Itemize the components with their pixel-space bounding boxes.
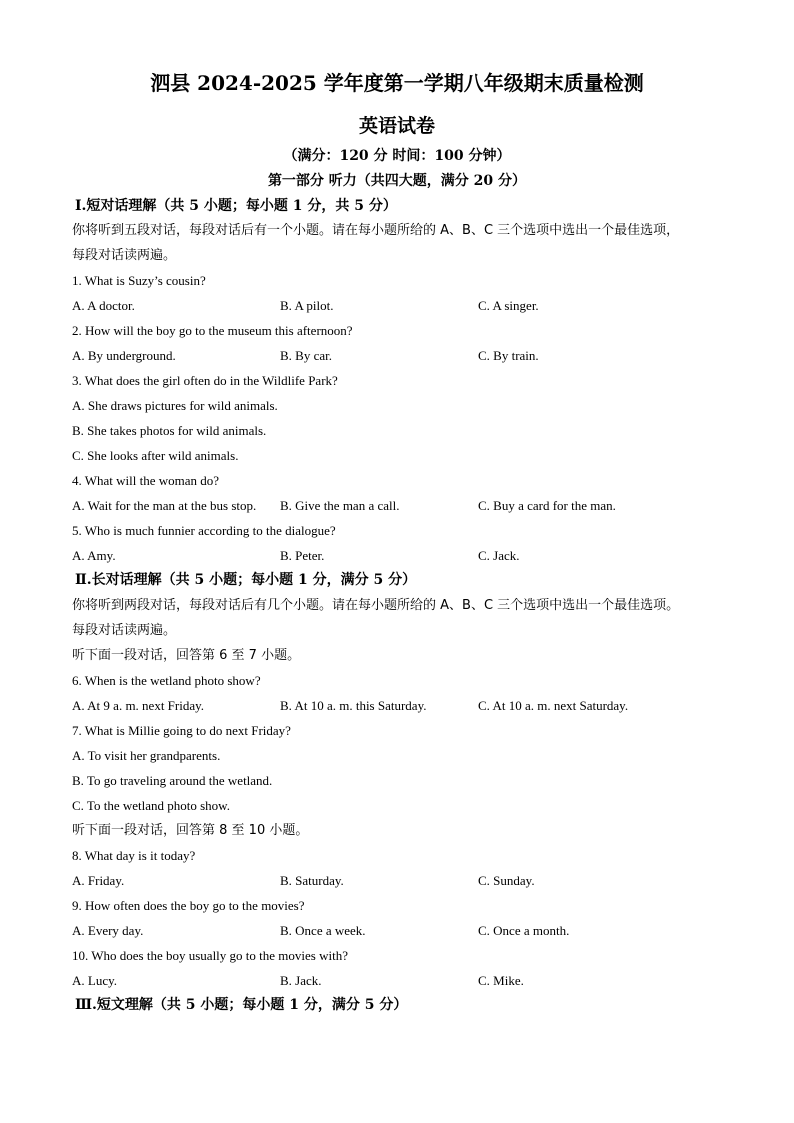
q4-option-c: C. Buy a card for the man. xyxy=(478,498,616,513)
question-1: 1. What is Suzy’s cousin? xyxy=(72,273,206,288)
q9-option-b: B. Once a week. xyxy=(280,923,366,938)
q9-option-c: C. Once a month. xyxy=(478,923,570,938)
q10-option-c: C. Mike. xyxy=(478,973,524,988)
part-heading: 第一部分 听力（共四大题，满分 20 分） xyxy=(267,173,527,189)
q2-option-b: B. By car. xyxy=(280,348,332,363)
q3-option-c: C. She looks after wild animals. xyxy=(72,448,239,463)
q6-option-c: C. At 10 a. m. next Saturday. xyxy=(478,698,629,713)
q5-option-c: C. Jack. xyxy=(478,548,520,563)
question-6: 6. When is the wetland photo show? xyxy=(72,673,261,688)
question-10: 10. Who does the boy usually go to the movies with? xyxy=(72,948,348,963)
dialogue1-instruction: 听下面一段对话，回答第 6 至 7 小题。 xyxy=(72,648,301,663)
q4-option-b: B. Give the man a call. xyxy=(280,498,400,513)
section2-heading: Ⅱ.长对话理解（共 5 小题；每小题 1 分，满分 5 分） xyxy=(75,572,417,588)
exam-meta: （满分：120 分 时间：100 分钟） xyxy=(283,148,511,164)
q3-option-a: A. She draws pictures for wild animals. xyxy=(72,398,278,413)
question-3: 3. What does the girl often do in the Wildlife Park? xyxy=(72,373,338,388)
q6-option-b: B. At 10 a. m. this Saturday. xyxy=(280,698,427,713)
q1-option-c: C. A singer. xyxy=(478,298,539,313)
q1-option-b: B. A pilot. xyxy=(280,298,334,313)
section1-heading: Ⅰ.短对话理解（共 5 小题；每小题 1 分，共 5 分） xyxy=(75,198,397,214)
q7-option-b: B. To go traveling around the wetland. xyxy=(72,773,273,788)
q7-option-a: A. To visit her grandparents. xyxy=(72,748,221,763)
question-2: 2. How will the boy go to the museum this afternoon? xyxy=(72,323,353,338)
q7-option-c: C. To the wetland photo show. xyxy=(72,798,230,813)
section3-heading: Ⅲ.短文理解（共 5 小题；每小题 1 分，满分 5 分） xyxy=(75,997,408,1013)
exam-title: 泗县 2024-2025 学年度第一学期八年级期末质量检测 xyxy=(150,71,644,95)
q4-option-a: A. Wait for the man at the bus stop. xyxy=(72,498,257,513)
q2-option-a: A. By underground. xyxy=(72,348,176,363)
q10-option-b: B. Jack. xyxy=(280,973,322,988)
question-5: 5. Who is much funnier according to the dialogue? xyxy=(72,523,336,538)
question-9: 9. How often does the boy go to the movies? xyxy=(72,898,305,913)
q5-option-a: A. Amy. xyxy=(72,548,116,563)
section2-instruction: 你将听到两段对话，每段对话后有几个小题。请在每小题所给的 A、B、C 三个选项中选出一个最佳选项。 xyxy=(72,598,680,613)
q8-option-a: A. Friday. xyxy=(72,873,125,888)
q6-option-a: A. At 9 a. m. next Friday. xyxy=(72,698,205,713)
section2-instruction-cont: 每段对话读两遍。 xyxy=(72,623,177,638)
q8-option-c: C. Sunday. xyxy=(478,873,535,888)
question-4: 4. What will the woman do? xyxy=(72,473,220,488)
exam-subtitle: 英语试卷 xyxy=(358,115,435,137)
q2-option-c: C. By train. xyxy=(478,348,539,363)
q1-option-a: A. A doctor. xyxy=(72,298,135,313)
q3-option-b: B. She takes photos for wild animals. xyxy=(72,423,267,438)
q9-option-a: A. Every day. xyxy=(72,923,144,938)
question-7: 7. What is Millie going to do next Friday? xyxy=(72,723,291,738)
q10-option-a: A. Lucy. xyxy=(72,973,118,988)
q8-option-b: B. Saturday. xyxy=(280,873,344,888)
section1-instruction-cont: 每段对话读两遍。 xyxy=(72,248,177,263)
q5-option-b: B. Peter. xyxy=(280,548,325,563)
section1-instruction: 你将听到五段对话，每段对话后有一个小题。请在每小题所给的 A、B、C 三个选项中选出一个最佳选项， xyxy=(72,223,680,238)
question-8: 8. What day is it today? xyxy=(72,848,196,863)
dialogue2-instruction: 听下面一段对话，回答第 8 至 10 小题。 xyxy=(72,823,309,838)
